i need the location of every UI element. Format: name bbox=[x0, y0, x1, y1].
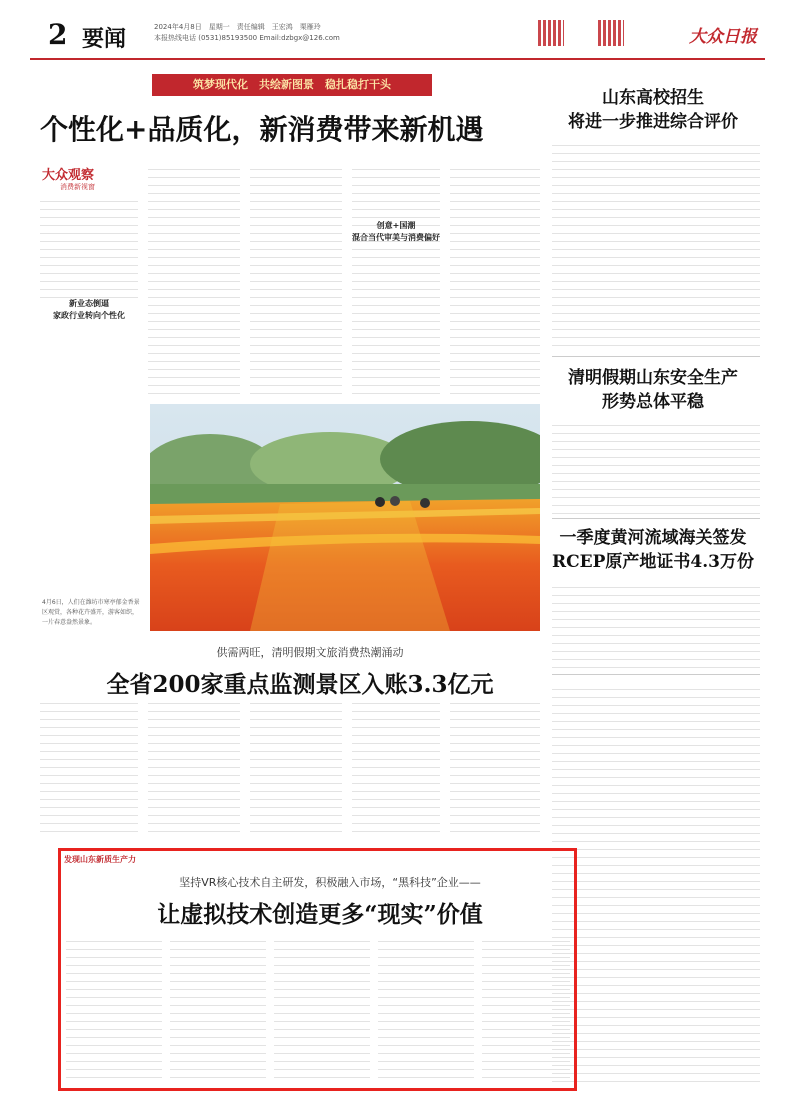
body-text-column bbox=[274, 934, 370, 1084]
newspaper-page bbox=[30, 12, 765, 1092]
body-text-column bbox=[450, 696, 540, 836]
body-text-column bbox=[148, 162, 240, 398]
body-text-column bbox=[482, 934, 570, 1084]
body-text-column bbox=[552, 418, 760, 514]
lead-subhead-1: 新业态倒逼 bbox=[69, 299, 109, 308]
right-headline-2 bbox=[548, 366, 758, 414]
theme-banner: 筑梦现代化 共绘新图景 稳扎稳打干头 bbox=[152, 74, 432, 96]
divider bbox=[552, 674, 760, 675]
right-headline-3 bbox=[548, 526, 758, 574]
body-text-column bbox=[352, 162, 440, 398]
lead-subhead-3: 创意+国潮 bbox=[376, 221, 416, 230]
story2-headline: 全省200家重点监测景区入账3.3亿元 bbox=[106, 671, 494, 698]
right-headline-1 bbox=[548, 86, 758, 134]
lead-kicker-sub: 消费新视窗 bbox=[60, 183, 95, 191]
body-text-column bbox=[450, 162, 540, 398]
body-text-column bbox=[552, 682, 760, 1086]
body-text-column bbox=[170, 934, 266, 1084]
lead-subhead-2: 家政行业转向个性化 bbox=[53, 311, 125, 320]
photo-caption: 4月6日，人们在潍坊市寒亭郁金香景区观赏，各种花卉盛开，游客如织，一片春意盎然景象。 bbox=[42, 599, 140, 626]
body-text-column bbox=[552, 138, 760, 350]
highlight-headline: 让虚拟技术创造更多“现实”价值 bbox=[157, 901, 483, 928]
newspaper-logo: 大众日报 bbox=[689, 27, 757, 47]
body-text-column bbox=[66, 934, 162, 1084]
body-text-column bbox=[40, 696, 138, 836]
lead-headline: 个性化+品质化，新消费带来新机遇 bbox=[40, 113, 484, 146]
meta-line-1: 2024年4月8日 星期一 责任编辑 王宏鸿 栗雁玲 bbox=[154, 23, 321, 31]
qr-code-icon bbox=[598, 20, 624, 46]
masthead-meta bbox=[154, 22, 354, 44]
body-text-column bbox=[552, 580, 760, 668]
highlight-subhead: 坚持VR核心技术自主研发，积极融入市场，“黑科技”企业—— bbox=[179, 876, 481, 889]
qr-code-icon bbox=[538, 20, 564, 46]
right-headline-3-line-2: RCEP原产地证书4.3万份 bbox=[552, 552, 754, 572]
body-text-column bbox=[352, 696, 440, 836]
page-number: 2 bbox=[48, 18, 68, 51]
body-text-column bbox=[378, 934, 474, 1084]
right-headline-2-line-2: 形势总体平稳 bbox=[602, 392, 704, 412]
right-headline-3-line-1: 一季度黄河流域海关签发 bbox=[559, 528, 747, 548]
body-text-column bbox=[40, 194, 138, 394]
lead-subhead-4: 混合当代审美与消费偏好 bbox=[352, 233, 440, 242]
right-headline-1-line-2: 将进一步推进综合评价 bbox=[568, 112, 738, 132]
right-headline-2-line-1: 清明假期山东安全生产 bbox=[568, 368, 738, 388]
story2-subhead: 供需两旺，清明假期文旅消费热潮涌动 bbox=[216, 646, 404, 659]
divider bbox=[552, 518, 760, 519]
tulip-garden-photo bbox=[150, 404, 540, 631]
section-title: 要闻 bbox=[82, 26, 127, 52]
body-text-column bbox=[250, 162, 342, 398]
masthead bbox=[30, 12, 765, 60]
lead-kicker: 大众观察 bbox=[42, 168, 95, 183]
body-text-column bbox=[250, 696, 342, 836]
body-text-column bbox=[148, 696, 240, 836]
meta-line-2: 本报热线电话 (0531)85193500 Email:dzbgx@126.com bbox=[154, 34, 340, 42]
highlight-kicker: 发现山东新质生产力 bbox=[64, 855, 136, 864]
divider bbox=[552, 356, 760, 357]
right-headline-1-line-1: 山东高校招生 bbox=[602, 88, 704, 108]
